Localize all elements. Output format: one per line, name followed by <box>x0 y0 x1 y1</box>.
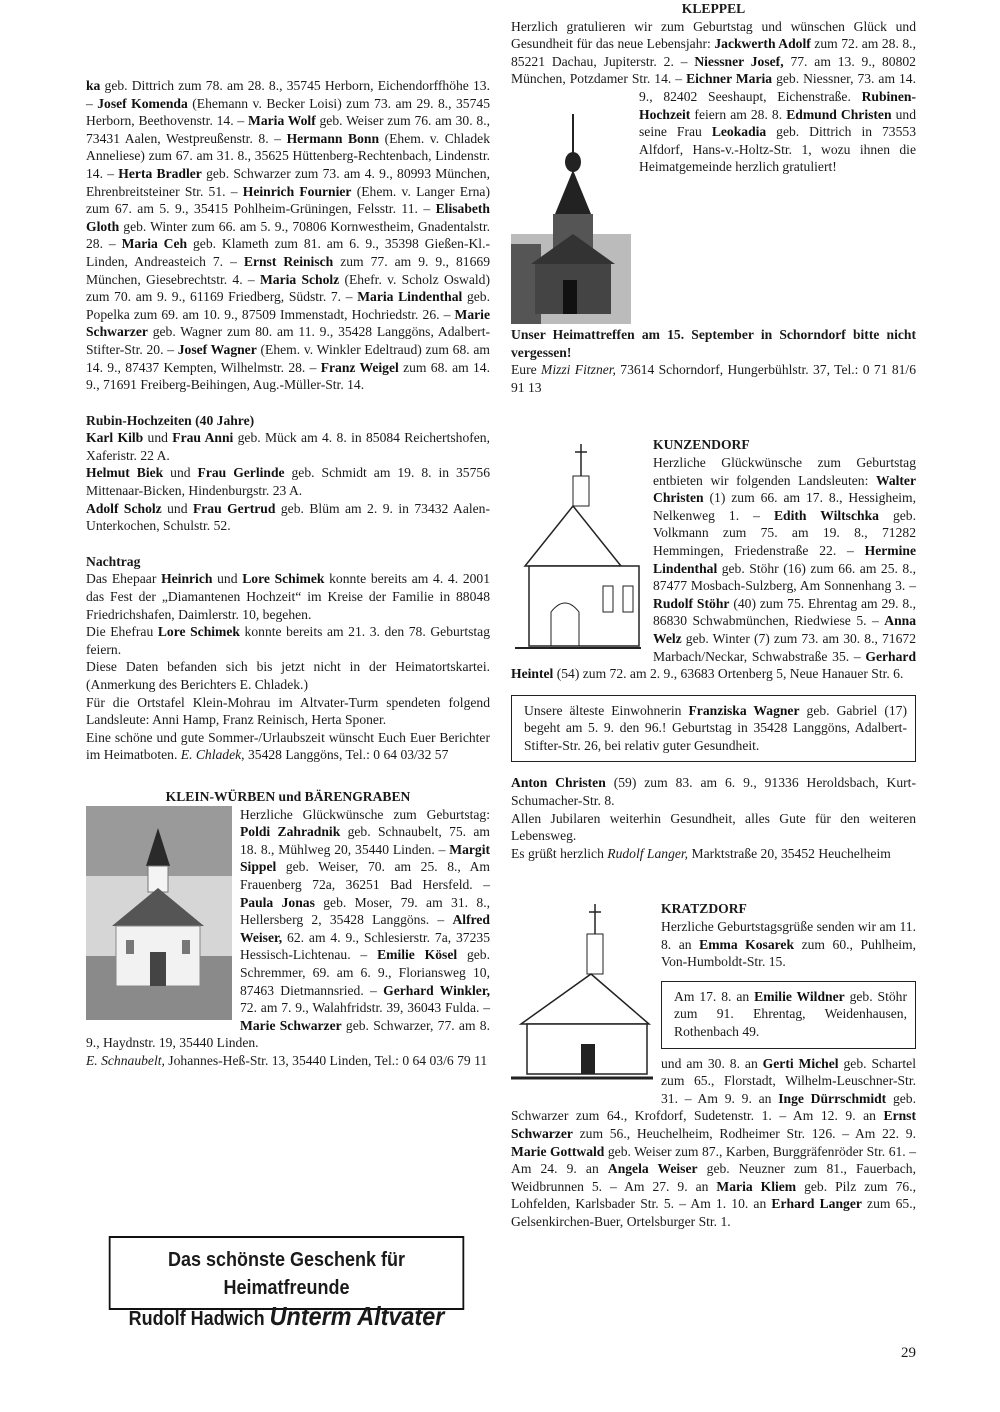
church-drawing-kratzdorf <box>511 900 653 1090</box>
nachtrag-paragraph: Die Ehefrau Lore Schimek konnte bereits am 21. 3. den 78. Geburtstag feiern. <box>86 624 490 657</box>
book-ad-box <box>109 1236 465 1331</box>
ad-book-title: Unterm Altvater <box>269 1301 445 1331</box>
left-column <box>86 77 490 1069</box>
birthday-list-continued: ka geb. Dittrich zum 78. am 28. 8., 35745 Herborn, Eichendorffhöhe 13. – Josef Komenda (Ehemann v. Becker Loisi) zum 73. am 29. 8., 35745 Herborn, Beethovenstr. 14. – Maria Wolf geb. Weiser zum 76. am 30. 8., 73431 Aalen, Westpreußenstr. 8. – Hermann Bonn (Ehem. v. Chladek Anneliese) zum 67. am 31. 8., 35625 Hüttenberg-Rechtenbach, Lindenstr. 14. – Herta Bradler geb. Schwarzer zum 73. am 4. 9., 80993 München, Ehrenbreitsteiner Str. 51. – Heinrich Fournier (Ehem. v. Langer Erna) zum 67. am 5. 9., 35415 Pohlheim-Grüningen, Felsstr. 11. – Elisabeth Gloth geb. Winter zum 66. am 5. 9., 70806 Kornwestheim, Gnadentalstr. 28. – Maria Ceh geb. Klameth zum 81. am 6. 9., 35398 Gießen-Kl.-Linden, Andreasteich 7. – Ernst Reinisch zum 77. am 9. 9., 81669 München, Giesebrechtstr. 4. – Maria Scholz (Ehefr. v. Scholz Oswald) zum 70. am 9. 9., 61169 Friedberg, Südstr. 7. – Maria Lindenthal geb. Popelka zum 69. am 10. 9., 87509 Immenstadt, Hochriedstr. 26. – Marie Schwarzer geb. Wagner zum 80. am 11. 9., 35428 Langgöns, Adalbert-Stifter-Str. 20. – Josef Wagner (Ehem. v. Winkler Edeltraud) zum 68. am 14. 9., 87437 Kempten, Wilhelmstr. 28. – Franz Weigel zum 68. am 14. 9., 71691 Freiberg-Beihingen, Aug.-Müller-Str. 14. <box>86 78 491 393</box>
rubin-entry: Karl Kilb und Frau Anni geb. Mück am 4. 8. in 85084 Reichertshofen, Xaferistr. 22 A. <box>86 430 490 463</box>
page-number: 29 <box>901 1345 916 1361</box>
church-drawing-kunzendorf <box>511 436 645 656</box>
kratzdorf-box <box>661 981 916 1049</box>
klein-wuerben-signature: E. Schnaubelt, Johannes-Heß-Str. 13, 35440 Linden, Tel.: 0 64 03/6 79 11 <box>86 1052 488 1068</box>
kleppel-text: Herzlich gratulieren wir zum Geburtstag und wünschen Glück und Gesundheit für das neue Lebensjahr: Jackwerth Adolf zum 72. am 28. 8., 85221 Dachau, Jupiterstr. 2. – Niessner Josef, 77. am 13. 9., 80802 München, Potzdamer Str. 14. – Eichner Maria geb. Niessner, 73. am 14. 9., 82402 Seeshaupt, Eichenstraße. Rubinen-Hochzeit feiern am 28. 8. Edmund Christen und seine Frau Leokadia geb. Dittrich in 73553 Alfdorf, Hans-v.-Holtz-Str. 1, wozu ihnen die Heimatgemeinde herzlich gratuliert! <box>511 18 917 175</box>
nachtrag-paragraph: Diese Daten befanden sich bis jetzt nicht in der Heimatortskartei. (Anmerkung des Berichters E. Chladek.) <box>86 659 490 692</box>
chapel-photo-kleppel <box>511 94 631 324</box>
right-column <box>511 1 917 1231</box>
klein-wuerben-heading: KLEIN-WÜRBEN und BÄRENGRABEN <box>165 788 411 804</box>
kunzendorf-signature: Es grüßt herzlich Rudolf Langer, Marktstraße 20, 35452 Heuchelheim <box>511 845 891 861</box>
kratzdorf-intro: Herzliche Geburtstagsgrüße senden wir am 11. 8. an Emma Kosarek zum 60., Puhlheim, Von-Humboldt-Str. 15. <box>661 919 916 970</box>
kleppel-signature: Eure Mizzi Fitzner, 73614 Schorndorf, Hungerbühlstr. 37, Tel.: 0 71 81/6 91 13 <box>511 362 916 395</box>
kunzendorf-heading: KUNZENDORF <box>653 437 750 453</box>
rubin-entry: Helmut Biek und Frau Gerlinde geb. Schmidt am 19. 8. in 35756 Mittenaar-Bicken, Hindenburgstr. 23 A. <box>86 465 490 499</box>
nachtrag-paragraph: Für die Ortstafel Klein-Mohrau im Altvater-Turm spendeten folgend Landsleute: Anni Hamp, Franz Reinisch, Herta Sponer. <box>86 694 490 728</box>
kleppel-meeting: Unser Heimattreffen am 15. September in Schorndorf bitte nicht vergessen! <box>511 327 916 360</box>
kunzendorf-text: Herzliche Glückwünsche zum Geburtstag entbieten wir folgenden Landsleuten: Walter Christen (1) zum 66. am 17. 8., Hessigheim, Nelkenweg 1. – Edith Wiltschka geb. Volkmann zum 75. am 19. 8., 71282 Hemmingen, Friedenstraße 22. – Hermine Lindenthal geb. Stöhr (16) zum 66. am 25. 8., 87477 Mosbach-Sulzberg, Am Sonnenhang 3. – Rudolf Stöhr (40) zum 75. Ehrentag am 29. 8., 86830 Schwabmünchen, Riedwiese 5. – Anna Welz geb. Winter (7) zum 73. am 30. 8., 71672 Marbach/Neckar, Schwabstraße 35. – Gerhard Heintel (54) zum 72. am 2. 9., 63683 Ortenberg 5, Neue Hanauer Str. 6. <box>511 454 916 682</box>
kratzdorf-text: und am 30. 8. an Gerti Michel geb. Schartel zum 65., Florstadt, Wilhelm-Leuschner-Str. 31. – Am 9. 9. an Inge Dürrschmidt geb. Schwarzer zum 64., Krofdorf, Sudetenstr. 1. – Am 12. 9. an Ernst Schwarzer zum 56., Heuchelheim, Rodheimer Str. 126. – Am 22. 9. Marie Gottwald geb. Weiser zum 87., Karben, Burggräfenröder Str. 61. – Am 24. 9. an Angela Weiser geb. Neuzner zum 81., Fauerbach, Weidbrunnen 5. – Am 27. 9. an Maria Kliem geb. Pilz zum 76., Lohfelden, Karlsbader Str. 5. – Am 1. 10. an Erhard Langer zum 65., Gelsenkirchen-Buer, Ortelsburger Str. 1. <box>511 1055 917 1229</box>
kratzdorf-heading: KRATZDORF <box>661 901 747 917</box>
rubin-heading: Rubin-Hochzeiten (40 Jahre) <box>86 412 255 428</box>
oldest-resident-text: Unsere älteste Einwohnerin Franziska Wagner geb. Gabriel (17) begeht am 5. 9. den 96.! Geburtstag in 35428 Langgöns, Adalbert-Stifter-Str. 26, bei relativ guter Gesundheit. <box>524 702 907 753</box>
oldest-resident-box <box>511 695 916 763</box>
nachtrag-paragraph: Eine schöne und gute Sommer-/Urlaubszeit wünscht Euch Euer Berichter im Heimatboten. E. Chladek, 35428 Langgöns, Tel.: 0 64 03/32 57 <box>86 729 490 763</box>
kunzendorf-wishes: Allen Jubilaren weiterhin Gesundheit, alles Gute für den weiteren Lebensweg. <box>511 810 916 844</box>
ad-line-1: Das schönste Geschenk für Heimatfreunde <box>167 1249 406 1299</box>
ad-author: Rudolf Hadwich <box>128 1308 265 1330</box>
rubin-entry: Adolf Scholz und Frau Gertrud geb. Blüm am 2. 9. in 73432 Aalen-Unterkochen, Schulstr. 52. <box>86 500 491 534</box>
kratzdorf-box-text: Am 17. 8. an Emilie Wildner geb. Stöhr zum 91. Ehrentag, Weidenhausen, Rothenbach 49. <box>674 988 907 1039</box>
klein-wuerben-text: Herzliche Glückwünsche zum Geburtstag: Poldi Zahradnik geb. Schnaubelt, 75. am 18. 8., Mühlweg 20, 35440 Linden. – Margit Sippel geb. Weiser, 70. am 25. 8., Am Frauenberg 72a, 36251 Bad Hersfeld. – Paula Jonas geb. Moser, 79. am 31. 8., Hellersberg 2, 35428 Langgöns. – Alfred Weiser, 62. am 4. 9., Schlesierstr. 7a, 37235 Hessisch-Lichtenau. – Emilie Kösel geb. Schremmer, 69. am 6. 9., Floriansweg 10, 87463 Dietmannsried. – Gerhard Winkler, 72. am 7. 9., Walahfridstr. 39, 36043 Fulda. – Marie Schwarzer geb. Schwarzer, 77. am 8. 9., Haydnstr. 19, 35440 Linden. <box>86 806 491 1051</box>
chapel-photo-klein-wuerben <box>86 806 232 1020</box>
kunzendorf-entry: Anton Christen (59) zum 83. am 6. 9., 91336 Heroldsbach, Kurt-Schumacher-Str. 8. <box>511 775 916 809</box>
nachtrag-heading: Nachtrag <box>86 553 141 569</box>
nachtrag-paragraph: Das Ehepaar Heinrich und Lore Schimek konnte bereits am 4. 4. 2001 das Fest der „Diamantenen Hochzeit“ im Kreise der Familie in 88048 Friedrichshafen, Daimlerstr. 10, begehen. <box>86 571 491 622</box>
kleppel-heading: KLEPPEL <box>681 1 746 16</box>
ad-line-2 <box>111 1302 463 1333</box>
